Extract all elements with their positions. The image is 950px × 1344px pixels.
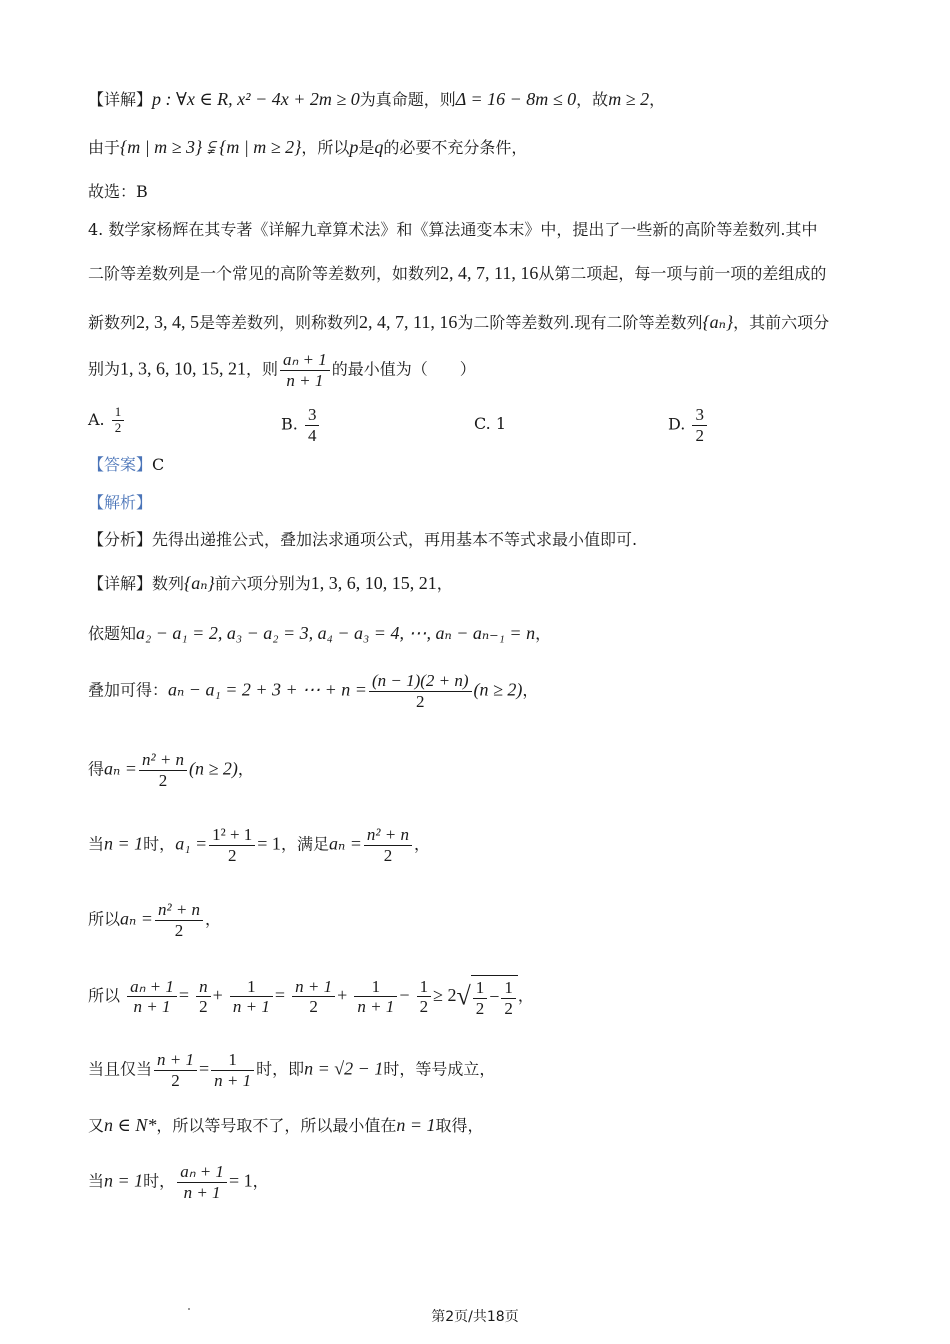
numerator: 3 — [692, 405, 707, 426]
option-a — [88, 405, 126, 436]
text: 新数列 — [88, 313, 137, 332]
q3-set-line — [88, 138, 527, 156]
text: ，满足 — [280, 834, 329, 854]
text: 当且仅当 — [88, 1059, 153, 1079]
option-label: B. — [281, 414, 298, 434]
text: 所以 — [88, 909, 121, 929]
text: 时， — [143, 1171, 176, 1191]
fraction — [280, 350, 330, 390]
numerator: n + 1 — [154, 1050, 197, 1071]
fraction — [692, 405, 707, 445]
option-d — [668, 405, 709, 445]
detail-tag: 【详解】 — [88, 90, 153, 109]
n-value: n = 1 — [104, 1170, 144, 1191]
numerator: aₙ + 1 — [177, 1162, 227, 1183]
option-label: D. — [668, 414, 686, 434]
lhs: aₙ = — [328, 833, 362, 854]
step-6 — [88, 900, 221, 940]
numerator: 1 — [417, 977, 432, 998]
sequence: 1, 3, 6, 10, 15, 21 — [310, 573, 437, 593]
step-8 — [88, 1050, 495, 1090]
operator: + — [212, 985, 223, 1006]
sequence-an: {aₙ} — [184, 573, 215, 593]
denominator: 2 — [227, 845, 237, 865]
numerator: aₙ + 1 — [280, 350, 330, 371]
q3-answer-line: 故选：B — [88, 182, 148, 201]
text: 为真命题，则 — [359, 90, 456, 109]
text: 时， — [143, 834, 176, 854]
denominator: 2 — [475, 998, 485, 1018]
text: ， — [522, 680, 539, 700]
denominator: 2 — [309, 997, 318, 1017]
step-3 — [88, 671, 538, 711]
text: 当 — [88, 834, 105, 854]
text: 二阶等差数列是一个常见的高阶等差数列，如数列 — [88, 264, 441, 283]
analysis-tag: 【解析】 — [88, 493, 153, 512]
text: 是 — [358, 138, 375, 157]
m-range: m ≥ 2 — [608, 89, 650, 109]
step-10 — [88, 1162, 269, 1202]
option-b — [281, 405, 321, 445]
denominator: 2 — [114, 419, 122, 435]
text: 叠加可得： — [88, 680, 169, 700]
proposition-p: p : ∀x ∈ R, x² − 4x + 2m ≥ 0 — [152, 89, 360, 109]
text: 由于 — [88, 138, 121, 157]
text: ， — [413, 834, 430, 854]
n-value: n = √2 − 1 — [304, 1058, 384, 1079]
text: 是等差数列，则称数列 — [199, 313, 360, 332]
n-value: n = 1 — [396, 1115, 436, 1135]
recurrence: a₂ − a₁ = 2, a₃ − a₂ = 3, a₄ − a₃ = 4, ⋯, aₙ − aₙ₋₁ = n — [136, 623, 536, 643]
operator: = — [178, 985, 190, 1006]
denominator: n + 1 — [214, 1070, 252, 1090]
answer-tag: 【答案】 — [88, 455, 153, 474]
option-label: C. 1 — [474, 414, 507, 433]
text: ， — [436, 574, 453, 593]
lhs: aₙ = — [120, 908, 153, 929]
text: 时，等号成立， — [383, 1059, 496, 1079]
answer-value: C — [152, 455, 165, 474]
q3-detail-line — [88, 90, 665, 108]
text: ， — [205, 909, 222, 929]
var-p: p — [349, 137, 359, 157]
sum-expression: aₙ − a₁ = 2 + 3 + ⋯ + n = — [168, 679, 367, 700]
text: 取得， — [435, 1116, 484, 1135]
text: ，所以 — [301, 138, 350, 157]
numerator: n + 1 — [292, 977, 335, 998]
denominator: 2 — [174, 920, 184, 940]
text: 的必要不充分条件， — [383, 138, 528, 157]
var-q: q — [374, 137, 384, 157]
text: ，所以等号取不了，所以最小值在 — [156, 1116, 397, 1135]
fraction — [196, 977, 211, 1017]
text: 当 — [88, 1171, 105, 1191]
text: 前六项分别为 — [214, 574, 311, 593]
fraction — [305, 405, 320, 445]
text: 数列 — [152, 574, 185, 593]
text: ， — [535, 624, 552, 643]
numerator: 1 — [473, 978, 488, 999]
text: 依题知 — [88, 624, 137, 643]
condition: (n ≥ 2) — [189, 758, 238, 779]
text: ，故 — [576, 90, 609, 109]
numerator: 1 — [112, 405, 125, 421]
denominator: 2 — [419, 997, 429, 1017]
sequence: 2, 3, 4, 5 — [136, 312, 200, 332]
step-5 — [88, 825, 430, 865]
fraction — [139, 750, 187, 790]
numerator: 1 — [354, 977, 397, 998]
n-value: n = 1 — [104, 833, 144, 854]
step-4 — [88, 750, 254, 790]
fraction — [177, 1162, 227, 1202]
lhs: a₁ = — [175, 833, 208, 854]
text: ， — [649, 90, 666, 109]
numerator: n² + n — [139, 750, 187, 771]
denominator: 2 — [158, 770, 168, 790]
page-footer: 第2页/共18页 — [431, 1309, 519, 1325]
set-inclusion: {m | m ≥ 3} ⫋ {m | m ≥ 2} — [120, 137, 302, 157]
text: ， — [252, 1171, 269, 1191]
numerator: 1 — [211, 1050, 254, 1071]
fraction — [155, 900, 203, 940]
denominator: n + 1 — [357, 997, 395, 1017]
operator: − — [489, 986, 500, 1007]
sequence: 1, 3, 6, 10, 15, 21 — [120, 358, 247, 379]
denominator: 2 — [171, 1070, 180, 1090]
fraction — [292, 977, 335, 1017]
numerator: n — [196, 977, 211, 998]
fraction — [211, 1050, 254, 1090]
sequence-an: {aₙ} — [702, 312, 734, 332]
text: ， — [237, 759, 254, 779]
operator: = — [199, 1058, 210, 1079]
text: 为二阶等差数列.现有二阶等差数列 — [457, 313, 703, 332]
fraction — [127, 977, 177, 1017]
text: 从第二项起，每一项与前一项的差组成的 — [538, 264, 827, 283]
step-9 — [88, 1116, 484, 1134]
option-label: A. — [88, 409, 105, 429]
step-2 — [88, 624, 551, 642]
operator: ≥ 2 — [433, 985, 457, 1006]
denominator: 2 — [383, 845, 393, 865]
text: 所以 — [88, 986, 121, 1006]
numerator: 1² + 1 — [209, 825, 255, 846]
text: ，其前六项分 — [733, 313, 830, 332]
numerator: n² + n — [155, 900, 203, 921]
equals: = 1 — [228, 1170, 253, 1191]
denominator: 2 — [416, 691, 425, 711]
q4-stem-line1: 4. 数学家杨辉在其专著《详解九章算术法》和《算法通变本末》中，提出了一些新的高阶等差数列.其中 — [88, 220, 818, 239]
q4-stem-line3 — [88, 313, 829, 331]
operator: − — [399, 985, 410, 1006]
fraction — [473, 978, 488, 1018]
numerator: 1 — [230, 977, 273, 998]
fraction — [230, 977, 273, 1017]
denominator: n + 1 — [286, 370, 324, 390]
operator: = — [274, 985, 285, 1006]
numerator: 1 — [501, 978, 516, 999]
denominator: n + 1 — [232, 997, 270, 1017]
step-7 — [88, 975, 534, 1018]
sequence: 2, 4, 7, 11, 16 — [440, 263, 539, 283]
sqrt-icon: √ — [456, 981, 471, 1011]
lhs: aₙ = — [104, 758, 137, 779]
step-1 — [88, 574, 453, 592]
denominator: 2 — [199, 997, 208, 1017]
text: 别为 — [88, 359, 121, 379]
text: ，则 — [246, 359, 279, 379]
text: 得 — [88, 759, 105, 779]
q4-stem-line2 — [88, 264, 826, 282]
text: 的最小值为（ ） — [331, 359, 476, 379]
text: 又 — [88, 1116, 105, 1135]
fraction — [112, 405, 125, 436]
equals: = 1 — [257, 833, 281, 854]
operator: + — [337, 985, 348, 1006]
denominator: 2 — [695, 425, 704, 445]
denominator: 2 — [504, 998, 513, 1018]
discriminant: Δ = 16 − 8m ≤ 0 — [455, 89, 577, 109]
denominator: 4 — [307, 425, 317, 445]
fraction — [369, 671, 472, 711]
sqrt-radicand — [471, 975, 518, 1018]
fraction — [364, 825, 412, 865]
fraction — [501, 978, 516, 1018]
denominator: n + 1 — [133, 997, 171, 1017]
text: 时，即 — [256, 1059, 305, 1079]
fraction — [209, 825, 255, 865]
answer-line — [88, 457, 164, 473]
denominator: n + 1 — [183, 1182, 221, 1202]
fenxi-line — [88, 532, 637, 548]
text: ， — [517, 986, 534, 1006]
numerator: (n − 1)(2 + n) — [369, 671, 472, 692]
option-c — [474, 414, 506, 433]
sequence: 2, 4, 7, 11, 16 — [359, 312, 458, 332]
fraction — [417, 977, 432, 1017]
n-domain: n ∈ N* — [104, 1115, 157, 1135]
condition: (n ≥ 2) — [473, 679, 523, 700]
detail-tag: 【详解】 — [88, 574, 153, 593]
numerator: 3 — [305, 405, 320, 426]
q4-stem-line4 — [88, 350, 476, 390]
numerator: n² + n — [364, 825, 412, 846]
fraction — [154, 1050, 197, 1090]
fenxi-tag: 【分析】 — [88, 530, 153, 549]
fraction — [354, 977, 397, 1017]
numerator: aₙ + 1 — [127, 977, 177, 998]
text: 先得出递推公式，叠加法求通项公式，再用基本不等式求最小值即可. — [152, 530, 638, 549]
